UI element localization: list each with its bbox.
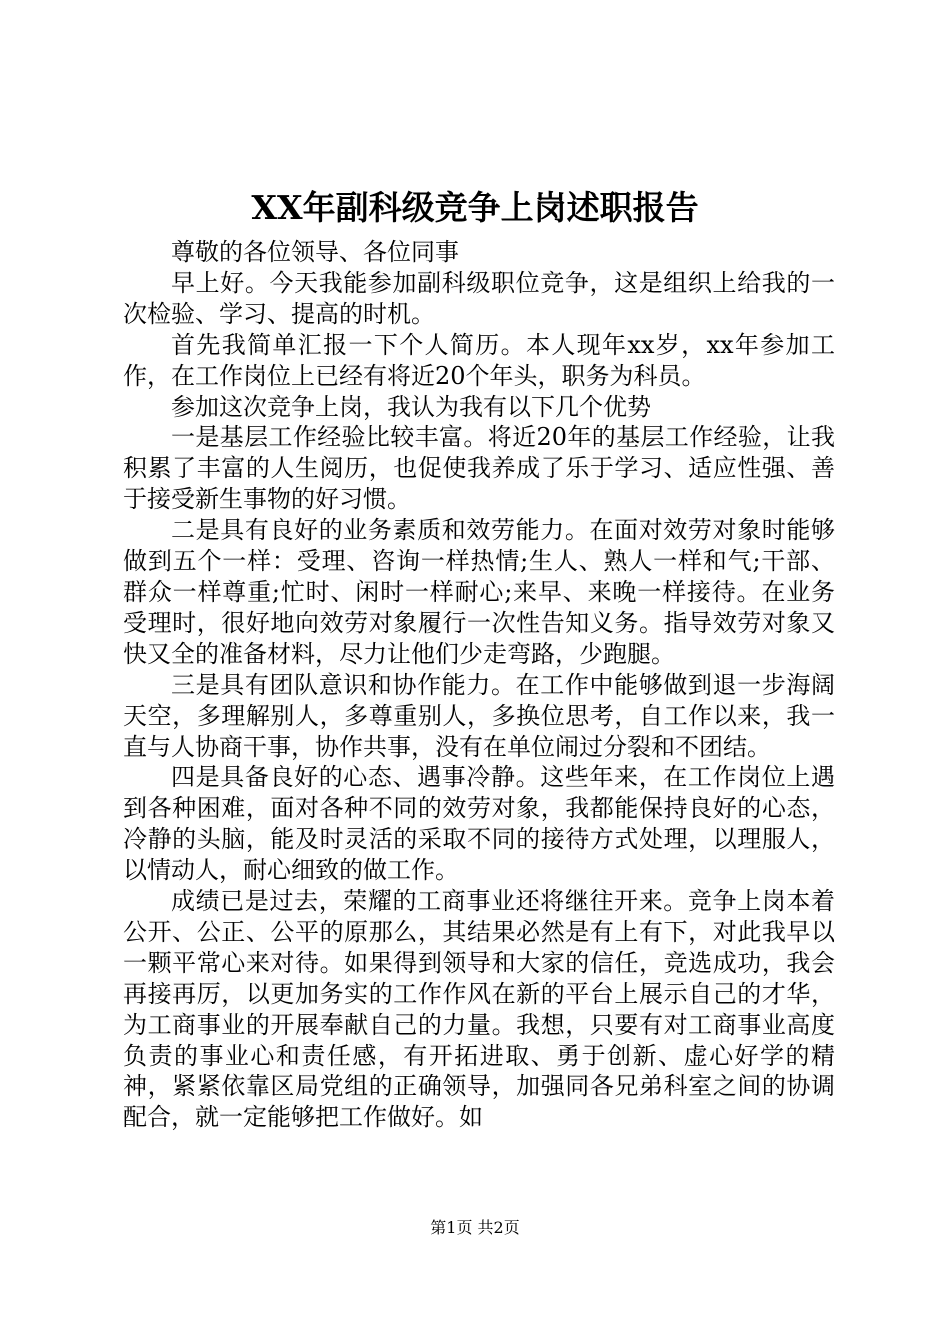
paragraph: 一是基层工作经验比较丰富。将近20年的基层工作经验，让我积累了丰富的人生阅历，也促使我养成了乐于学习、适应性强、善于接受新生事物的好习惯。 bbox=[123, 423, 835, 514]
paragraph: 三是具有团队意识和协作能力。在工作中能够做到退一步海阔天空，多理解别人，多尊重别人，多换位思考，自工作以来，我一直与人协商干事，协作共事，没有在单位闹过分裂和不团结。 bbox=[123, 670, 835, 761]
document-title: XX年副科级竞争上岗述职报告 bbox=[251, 188, 699, 227]
paragraph: 四是具备良好的心态、遇事冷静。这些年来，在工作岗位上遇到各种困难，面对各种不同的效劳对象，我都能保持良好的心态，冷静的头脑，能及时灵活的采取不同的接待方式处理，以理服人，以情动人，耐心细致的做工作。 bbox=[123, 763, 835, 885]
document-body bbox=[123, 237, 835, 1133]
paragraph: 早上好。今天我能参加副科级职位竞争，这是组织上给我的一次检验、学习、提高的时机。 bbox=[123, 268, 835, 328]
paragraph: 参加这次竞争上岗，我认为我有以下几个优势 bbox=[171, 392, 651, 421]
paragraph: 首先我简单汇报一下个人简历。本人现年xx岁，xx年参加工作，在工作岗位上已经有将近20个年头，职务为科员。 bbox=[123, 330, 835, 390]
paragraph: 成绩已是过去，荣耀的工商事业还将继往开来。竞争上岗本着公开、公正、公平的原那么，其结果必然是有上有下，对此我早以一颗平常心来对待。如果得到领导和大家的信任，竞选成功，我会再接再厉，以更加务实的工作作风在新的平台上展示自己的才华，为工商事业的开展奉献自己的力量。我想，只要有对工商事业高度负责的事业心和责任感，有开拓进取、勇于创新、虚心好学的精神，紧紧依靠区局党组的正确领导，加强同各兄弟科室之间的协调配合，就一定能够把工作做好。如 bbox=[123, 887, 835, 1132]
page-number-footer: 第1页 共2页 bbox=[430, 1218, 520, 1237]
paragraph: 二是具有良好的业务素质和效劳能力。在面对效劳对象时能够做到五个一样：受理、咨询一样热情;生人、熟人一样和气;干部、群众一样尊重;忙时、闲时一样耐心;来早、来晚一样接待。在业务受理时，很好地向效劳对象履行一次性告知义务。指导效劳对象又快又全的准备材料，尽力让他们少走弯路，少跑腿。 bbox=[123, 516, 835, 668]
paragraph: 尊敬的各位领导、各位同事 bbox=[171, 238, 459, 266]
